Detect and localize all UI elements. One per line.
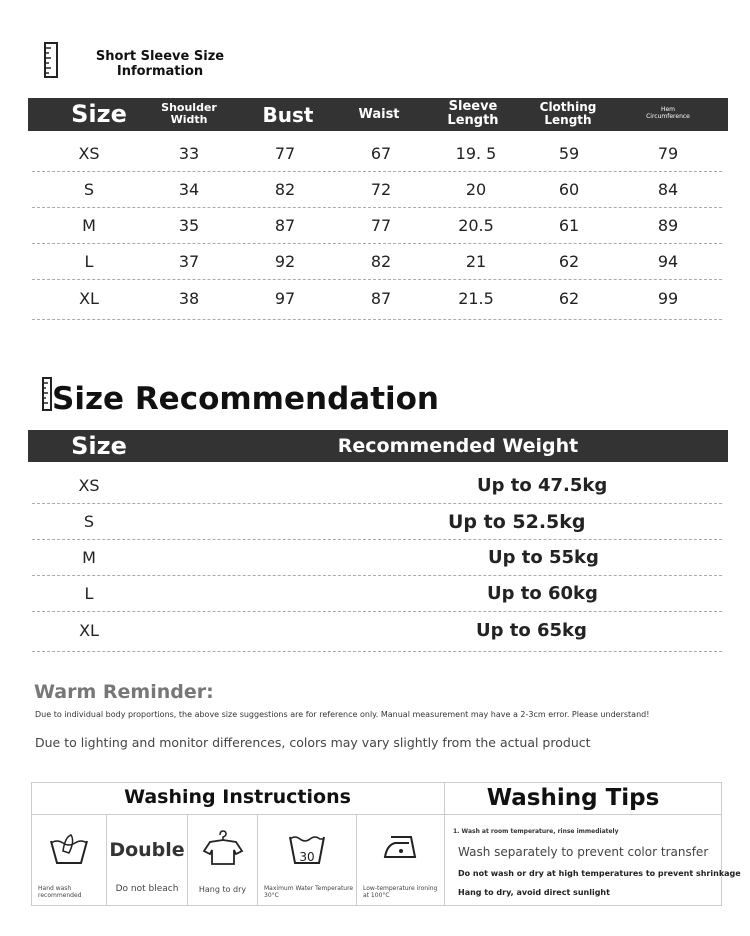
iron-icon <box>381 829 421 865</box>
cell-hem: 79 <box>657 144 679 163</box>
size-info-title-line2: Information <box>116 64 204 79</box>
recommendation-header <box>28 430 728 462</box>
rec-weight: Up to 60kg <box>487 583 598 604</box>
header-shoulder-line2: Width <box>170 113 208 126</box>
cell-hem: 99 <box>657 288 679 308</box>
cell-size: S <box>83 180 95 199</box>
cell-hem: 94 <box>657 252 679 271</box>
cell-waist: 67 <box>370 144 392 163</box>
cell-size: L <box>84 252 94 271</box>
table-row <box>32 504 722 540</box>
cell-shoulder: 33 <box>178 144 200 163</box>
cell-size: XS <box>78 144 100 163</box>
washing-tip: 1. Wash at room temperature, rinse immediately <box>453 828 619 835</box>
cell-length: 62 <box>558 252 580 271</box>
ruler-icon <box>44 42 58 78</box>
cell-shoulder: 38 <box>178 288 200 308</box>
cell-bust: 77 <box>274 144 296 163</box>
wash-30-label-line2: 30°C <box>264 892 279 899</box>
warm-reminder-title: Warm Reminder: <box>34 681 214 703</box>
washing-tips-title: Washing Tips <box>486 785 660 811</box>
rec-weight: Up to 65kg <box>476 619 587 641</box>
washing-tip: Wash separately to prevent color transfer <box>458 845 709 859</box>
wash-30-label-line1: Maximum Water Temperature <box>264 885 354 892</box>
cell-length: 59 <box>558 144 580 163</box>
wash-item-30-degree <box>258 815 356 905</box>
washing-tip: Do not wash or dry at high temperatures to prevent shrinkage <box>458 869 741 878</box>
header-shoulder <box>154 102 224 126</box>
hand-wash-label-line1: Hand wash <box>38 885 72 892</box>
table-row <box>32 576 722 612</box>
iron-label <box>357 885 444 899</box>
cell-size: M <box>82 216 96 235</box>
cell-bust: 97 <box>274 288 296 308</box>
hang-dry-label: Hang to dry <box>198 885 247 894</box>
cell-shoulder: 35 <box>178 216 200 235</box>
header-clothing-line1: Clothing <box>539 100 597 114</box>
rec-size: XL <box>79 620 99 640</box>
hand-wash-icon <box>47 829 91 869</box>
cell-size: XL <box>79 288 99 308</box>
wash-item-no-bleach <box>107 815 187 905</box>
header-sleeve-line2: Length <box>447 113 499 128</box>
table-row <box>32 612 722 652</box>
table-row <box>32 540 722 576</box>
rec-weight: Up to 52.5kg <box>448 510 586 533</box>
header-waist: Waist <box>358 107 400 122</box>
header-size: Size <box>71 432 127 460</box>
hang-dry-icon <box>202 829 244 867</box>
iron-label-line1: Low-temperature ironing <box>363 885 438 892</box>
table-row <box>32 280 722 320</box>
header-hem-line2: Circumference <box>646 113 690 120</box>
cell-length: 60 <box>558 180 580 199</box>
cell-waist: 82 <box>370 252 392 271</box>
header-clothing-length <box>530 101 606 127</box>
wash-item-hang-dry <box>188 815 257 905</box>
size-table-header <box>28 98 728 131</box>
header-shoulder-line1: Shoulder <box>161 101 217 114</box>
no-bleach-label: Do not bleach <box>115 884 179 894</box>
double-text: Double <box>109 839 185 861</box>
cell-sleeve: 20.5 <box>458 216 494 235</box>
cell-waist: 87 <box>370 288 392 308</box>
rec-size: M <box>82 548 96 567</box>
wash-item-iron <box>357 815 444 905</box>
iron-label-line2: at 100°C <box>363 892 390 899</box>
cell-shoulder: 37 <box>178 252 200 271</box>
cell-shoulder: 34 <box>178 180 200 199</box>
wash-30-label <box>258 885 356 899</box>
header-hem <box>628 106 708 120</box>
cell-sleeve: 21 <box>465 252 487 271</box>
wash-item-hand-wash <box>32 815 106 905</box>
header-hem-line1: Hem <box>660 106 676 113</box>
washing-tip: Hang to dry, avoid direct sunlight <box>458 888 610 897</box>
table-row <box>32 468 722 504</box>
cell-waist: 72 <box>370 180 392 199</box>
cell-hem: 84 <box>657 180 679 199</box>
washing-instructions-title: Washing Instructions <box>124 786 351 808</box>
cell-length: 61 <box>558 216 580 235</box>
color-note: Due to lighting and monitor differences, colors may vary slightly from the actual product <box>35 735 591 750</box>
cell-sleeve: 20 <box>465 180 487 199</box>
size-info-title-line1: Short Sleeve Size <box>95 49 225 64</box>
wash-30-value: 30 <box>299 850 315 864</box>
rec-size: XS <box>78 476 100 495</box>
rec-weight: Up to 55kg <box>488 547 599 568</box>
recommendation-title: Size Recommendation <box>52 381 440 417</box>
size-info-title <box>80 49 240 79</box>
header-sleeve-line1: Sleeve <box>448 99 498 114</box>
warm-reminder-note: Due to individual body proportions, the above size suggestions are for reference only. Manual measurement may have a 2-3cm error. Please understand! <box>35 710 650 719</box>
table-row <box>32 136 722 172</box>
header-sleeve <box>438 100 508 128</box>
cell-length: 62 <box>558 288 580 308</box>
cell-waist: 77 <box>370 216 392 235</box>
hand-wash-label-line2: recommended <box>38 892 82 899</box>
cell-sleeve: 19. 5 <box>455 144 497 163</box>
cell-bust: 92 <box>274 252 296 271</box>
header-size: Size <box>71 100 127 128</box>
cell-bust: 82 <box>274 180 296 199</box>
table-row <box>32 208 722 244</box>
rec-weight: Up to 47.5kg <box>477 475 608 496</box>
hand-wash-label <box>32 885 106 899</box>
header-weight: Recommended Weight <box>337 435 579 457</box>
cell-bust: 87 <box>274 216 296 235</box>
rec-size: L <box>84 584 94 603</box>
header-bust: Bust <box>262 103 314 127</box>
table-row <box>32 244 722 280</box>
header-clothing-line2: Length <box>544 113 592 127</box>
table-row <box>32 172 722 208</box>
cell-hem: 89 <box>657 216 679 235</box>
cell-sleeve: 21.5 <box>458 288 494 308</box>
rec-size: S <box>83 512 95 531</box>
